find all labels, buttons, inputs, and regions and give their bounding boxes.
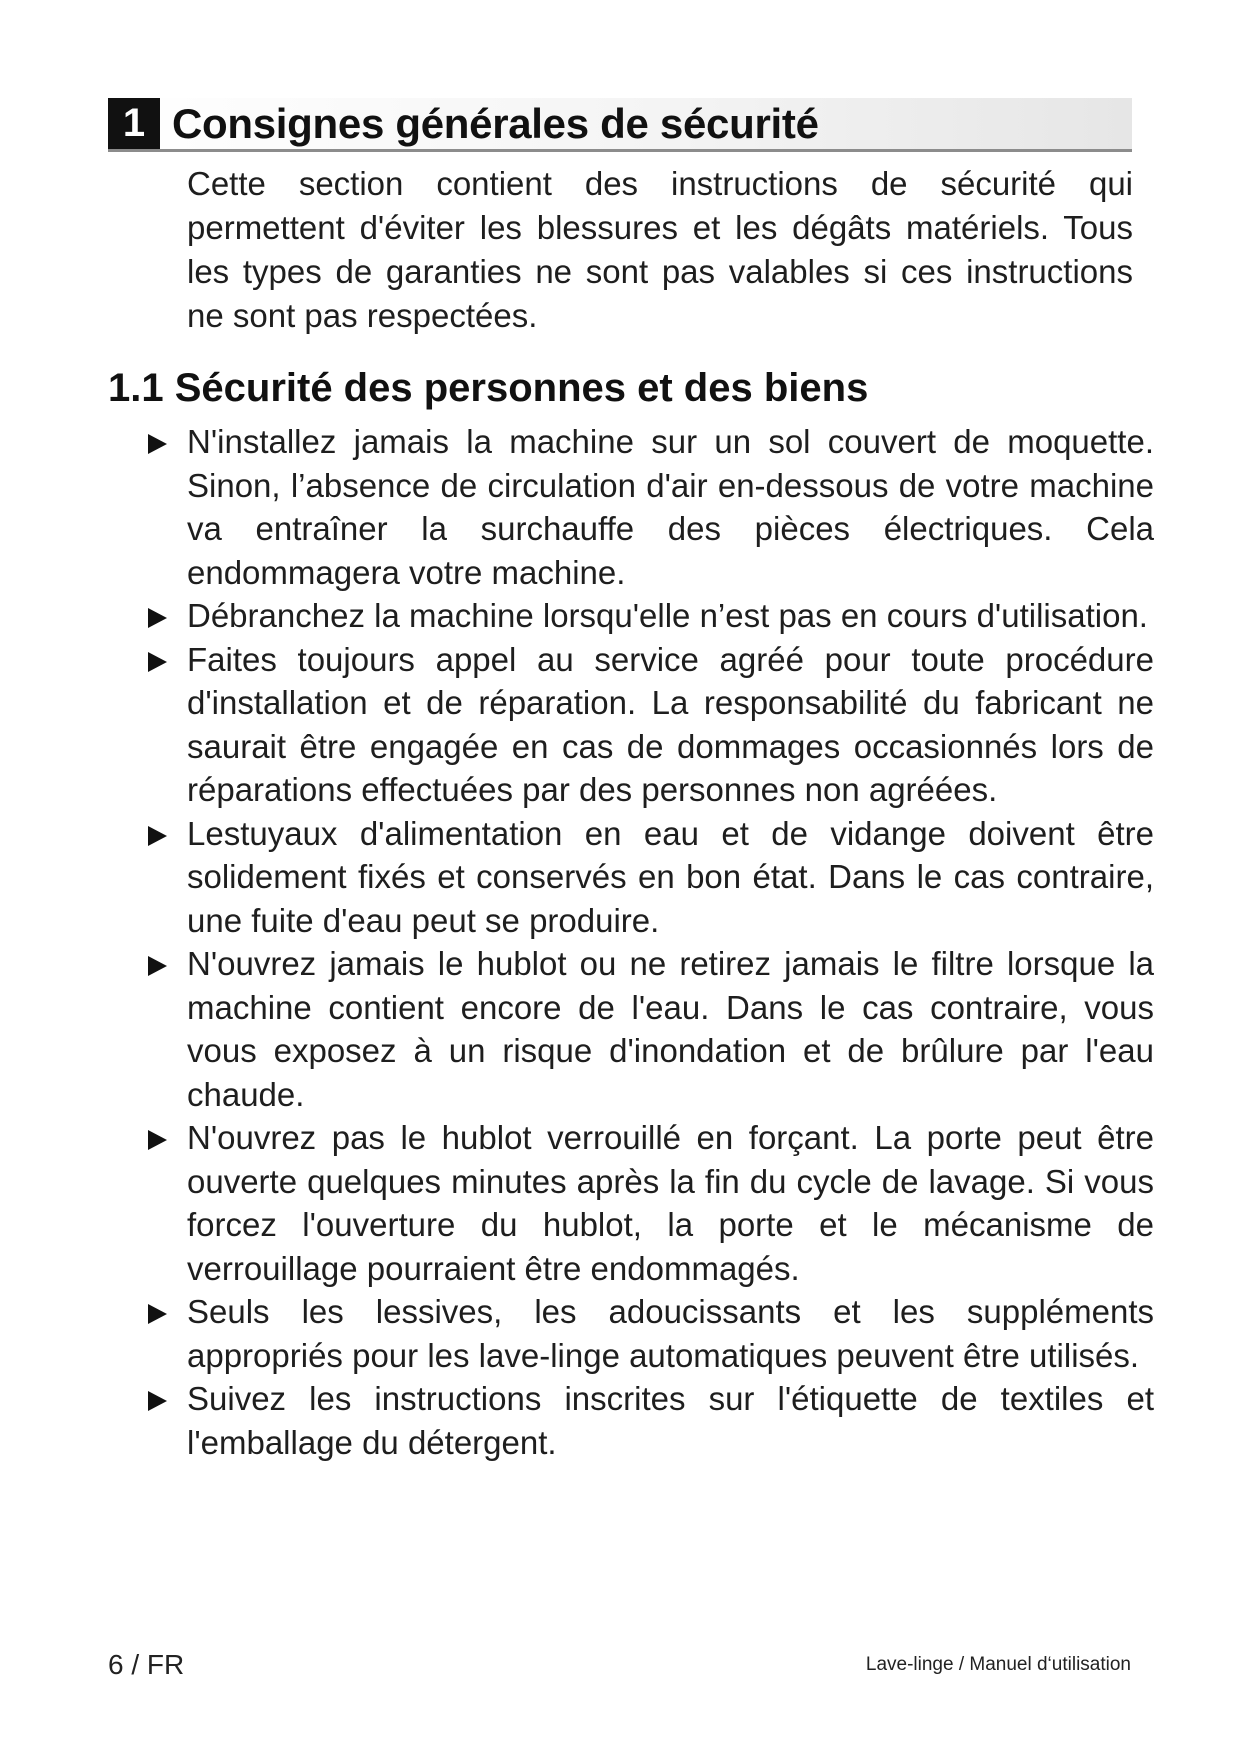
- bullet-text: N'ouvrez jamais le hublot ou ne retirez jamais le filtre lorsque la machine contient encore de l'eau. Dans le cas contraire, vous vous exposez à un risque d'inondation et de brûlure par l'eau chaude.: [187, 945, 1154, 1113]
- bullet-item: [148, 1290, 1154, 1377]
- bullet-text: N'ouvrez pas le hublot verrouillé en forçant. La porte peut être ouverte quelques minutes après la fin du cycle de lavage. Si vous forcez l'ouverture du hublot, la porte et le mécanisme de verrouillage pourraient être endommagés.: [187, 1119, 1154, 1287]
- triangle-bullet-icon: [148, 434, 167, 454]
- section-title: Consignes générales de sécurité: [172, 100, 819, 147]
- bullet-item: [148, 638, 1154, 812]
- triangle-bullet-icon: [148, 1391, 167, 1411]
- triangle-bullet-icon: [148, 652, 167, 672]
- bullet-item: [148, 942, 1154, 1116]
- section-header-bar: [108, 98, 1132, 152]
- bullet-item: [148, 1116, 1154, 1290]
- triangle-bullet-icon: [148, 956, 167, 976]
- safety-bullet-list: [148, 420, 1154, 1464]
- bullet-item: [148, 594, 1154, 638]
- bullet-text: N'installez jamais la machine sur un sol couvert de moquette. Sinon, l’absence de circulation d'air en-dessous de votre machine va entraîner la surchauffe des pièces électriques. Cela endommagera votre machine.: [187, 423, 1154, 591]
- bullet-item: [148, 1377, 1154, 1464]
- bullet-text: Lestuyaux d'alimentation en eau et de vidange doivent être solidement fixés et conservés en bon état. Dans le cas contraire, une fuite d'eau peut se produire.: [187, 814, 1154, 939]
- bullet-item: [148, 812, 1154, 943]
- bullet-item: [148, 420, 1154, 594]
- triangle-bullet-icon: [148, 1130, 167, 1150]
- subsection-title: 1.1 Sécurité des personnes et des biens: [108, 366, 869, 410]
- section-number-badge: 1: [108, 98, 160, 149]
- triangle-bullet-icon: [148, 826, 167, 846]
- page-number: 6 / FR: [108, 1649, 185, 1680]
- triangle-bullet-icon: [148, 1304, 167, 1324]
- bullet-text: Suivez les instructions inscrites sur l'étiquette de textiles et l'emballage du détergent.: [187, 1380, 1154, 1461]
- bullet-text: Seuls les lessives, les adoucissants et les suppléments appropriés pour les lave-linge automatiques peuvent être utilisés.: [187, 1293, 1154, 1374]
- bullet-text: Débranchez la machine lorsqu'elle n’est pas en cours d'utilisation.: [187, 597, 1148, 634]
- section-intro-paragraph: Cette section contient des instructions de sécurité qui permettent d'éviter les blessures et les dégâts matériels. Tous les types de garanties ne sont pas valables si ces instructions ne sont pas respectées.: [187, 165, 1133, 334]
- bullet-text: Faites toujours appel au service agréé pour toute procédure d'installation et de réparation. La responsabilité du fabricant ne saurait être engagée en cas de dommages occasionnés lors de réparations effectuées par des personnes non agréées.: [187, 640, 1154, 808]
- triangle-bullet-icon: [148, 608, 167, 628]
- document-title-footer: Lave-linge / Manuel d‘utilisation: [865, 1654, 1131, 1675]
